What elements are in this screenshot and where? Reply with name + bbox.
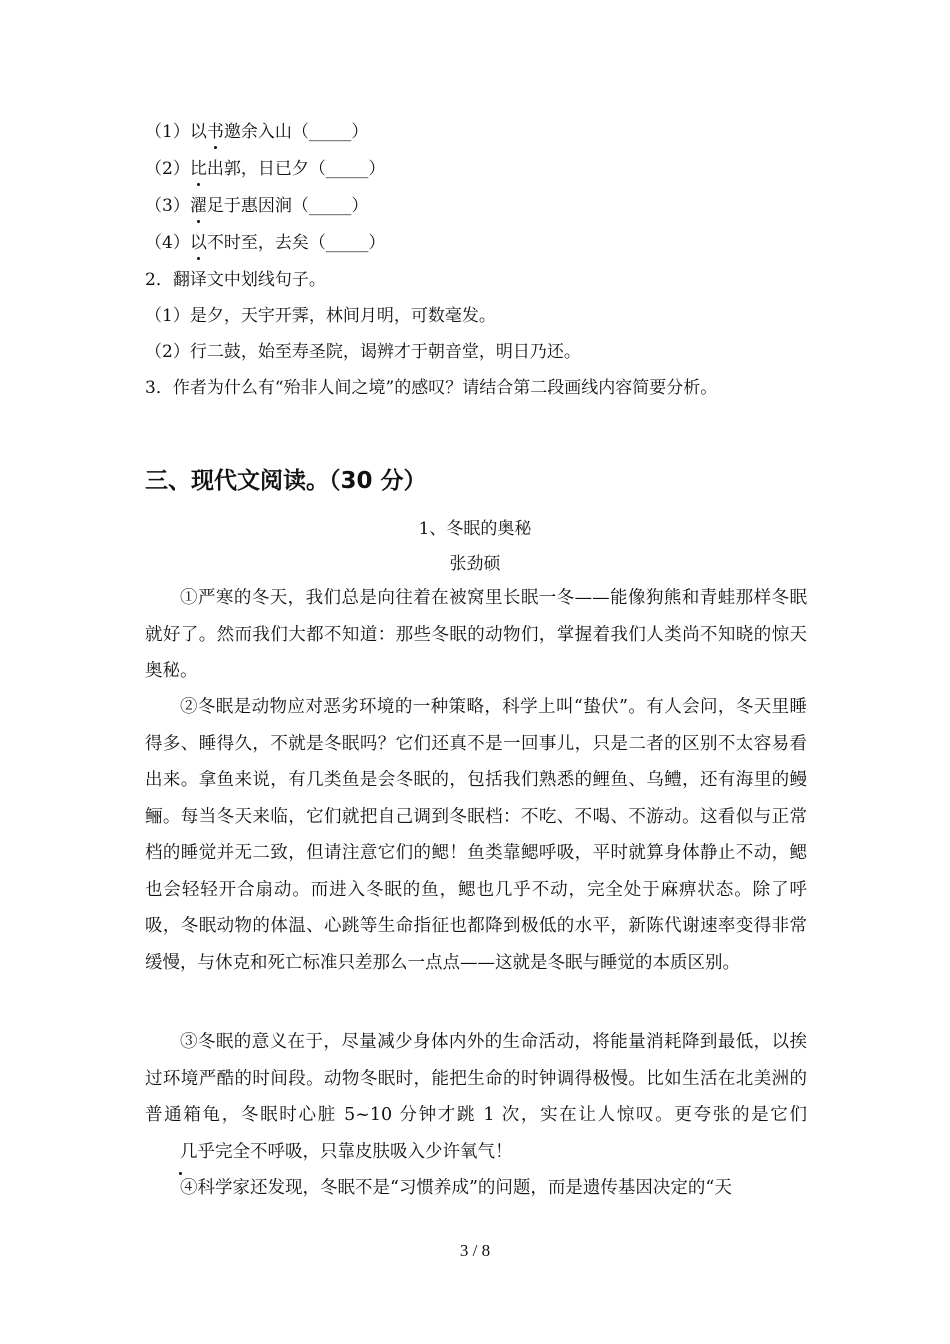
item-label: （2） [145,159,190,179]
section-heading: 三、现代文阅读。（30 分） [145,468,427,494]
item-text-pre: 以 [189,122,207,142]
question-3: 3．作者为什么有“殆非人间之境”的感叹？请结合第二段画线内容简要分析。 [145,378,718,398]
q1-item-1 [145,120,368,144]
dotted-character: 濯 [189,196,207,216]
paragraph-2: ②冬眠是动物应对恶劣环境的一种策略，科学上叫“蛰伏”。有人会问，冬天里睡得多、睡得久，不就是冬眠吗？它们还真不是一回事儿，只是二者的区别不太容易看出来。拿鱼来说，有几类鱼是会冬眠的，包括我们熟悉的鲤鱼、乌鳢，还有海里的鳗鲡。每当冬天来临，它们就把自己调到冬眠档：不吃、不喝、不游动。这看似与正常档的睡觉并无二致，但请注意它们的鳃！鱼类靠鳃呼吸，平时就算身体静止不动，鳃也会轻轻开合扇动。而进入冬眠的鱼，鳃也几乎不动，完全处于麻痹状态。除了呼吸，冬眠动物的体温、心跳等生命指征也都降到极低的水平，新陈代谢速率变得非常缓慢，与休克和死亡标准只差那么一点点——这就是冬眠与睡觉的本质区别。 [145,697,807,973]
question-2-item-2: （2）行二鼓，始至寿圣院，谒辨才于朝音堂，明日乃还。 [145,342,581,362]
dotted-characters: 几乎 [145,1134,215,1171]
paragraph-1: ①严寒的冬天，我们总是向往着在被窝里长眠一冬——能像狗熊和青蛙那样冬眠就好了。然而我们大都不知道：那些冬眠的动物们，掌握着我们人类尚不知晓的惊天奥秘。 [145,588,807,681]
item-label: （4） [145,233,190,253]
paragraph-3-text-end: 完全不呼吸，只靠皮肤吸入少许氧气！ [215,1141,513,1162]
item-label: （3） [145,196,190,216]
page-number: 3 / 8 [459,1241,491,1260]
q1-item-2 [145,157,385,181]
q1-item-4 [145,231,385,255]
q1-item-3 [145,194,368,218]
question-2-title: 2．翻译文中划线句子。 [145,270,326,290]
dotted-character: 比 [189,159,207,179]
paragraph-4: ④科学家还发现，冬眠不是“习惯养成”的问题，而是遗传基因决定的“天 [180,1178,732,1198]
question-2-item-1: （1）是夕，天宇开霁，林间月明，可数毫发。 [145,306,496,326]
item-text-post: 邀余入山（_____） [223,122,369,142]
paragraph-3-text: ③冬眠的意义在于，尽量减少身体内外的生命活动，将能量消耗降到最低，以挨过环境严酷的时间段。动物冬眠时，能把生命的时钟调得极慢。比如生活在北美洲的普通箱龟，冬眠时心脏 5~10 分钟才跳 1 次，实在让人惊叹。更夸张的是它们 [145,1032,807,1125]
article-author: 张劲硕 [449,554,501,574]
dotted-character: 以 [189,233,207,253]
item-text-post: 足于惠因涧（_____） [206,196,369,216]
article-title: 1、冬眠的奥秘 [418,519,532,539]
item-text-post: 出郭，日已夕（_____） [206,159,386,179]
paragraph-3 [145,1024,807,1170]
item-text-post: 不时至，去矣（_____） [206,233,386,253]
item-label: （1） [145,122,190,142]
dotted-character: 书 [206,122,224,142]
